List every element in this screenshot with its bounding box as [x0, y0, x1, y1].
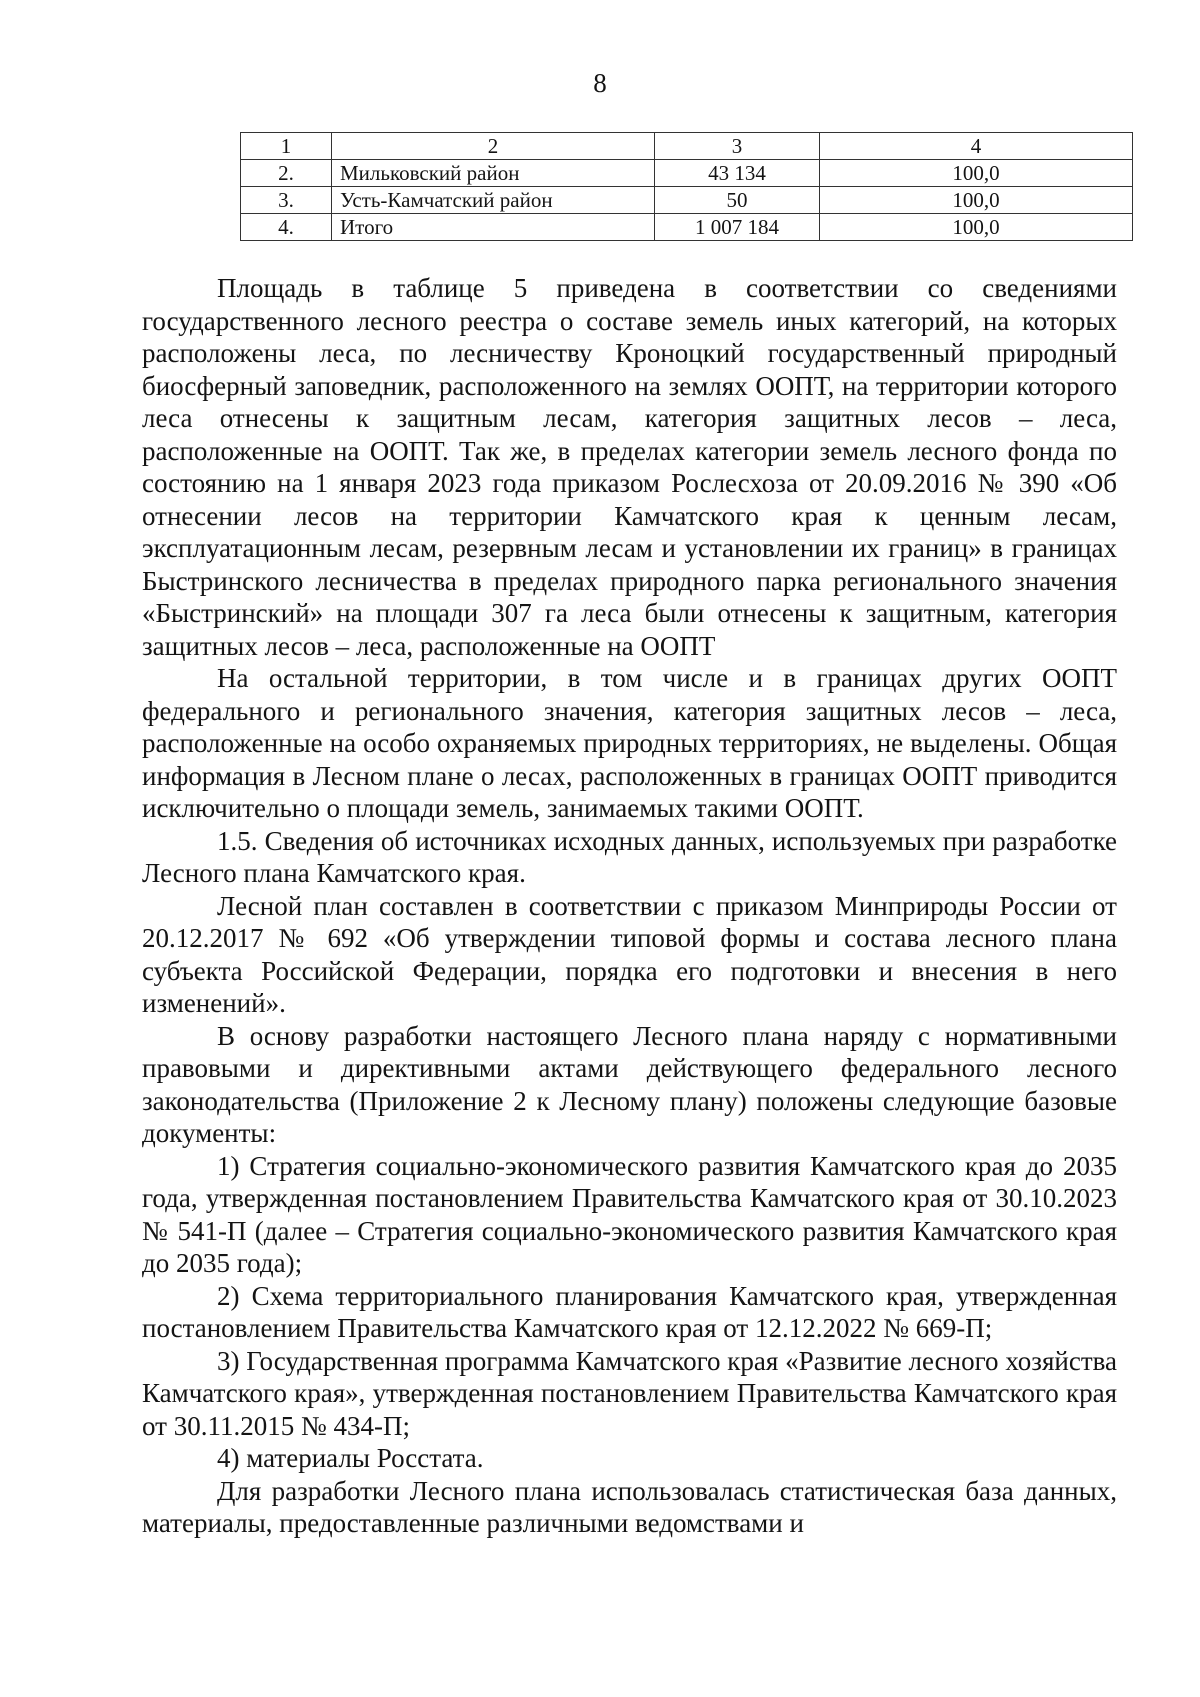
paragraph: Лесной план составлен в соответствии с приказом Минприроды России от 20.12.2017 № 692 «Об утверждении типовой формы и состава лесного плана субъекта Российской Федерации, порядка его подготовки и внесения в него изменений».	[142, 890, 1117, 1018]
page-number: 8	[593, 68, 607, 98]
table-cell: 43 134	[655, 160, 820, 187]
data-table	[240, 132, 1133, 241]
paragraph: Для разработки Лесного плана использовалась статистическая база данных, материалы, предоставленные различными ведомствами и	[142, 1475, 1117, 1538]
table-cell: 50	[655, 187, 820, 214]
paragraph: В основу разработки настоящего Лесного плана наряду с нормативными правовыми и директивными актами действующего федерального лесного законодательства (Приложение 2 к Лесному плану) положены следующие базовые документы:	[142, 1020, 1117, 1148]
section-heading: 1.5. Сведения об источниках исходных данных, используемых при разработке Лесного плана Камчатского края.	[142, 825, 1117, 888]
paragraph: Площадь в таблице 5 приведена в соответствии со сведениями государственного лесного реестра о составе земель иных категорий, на которых расположены леса, по лесничеству Кроноцкий государственный природный биосферный заповедник, расположенного на землях ООПТ, на территории которого леса отнесены к защитным лесам, категория защитных лесов – леса, расположенные на ООПТ. Так же, в пределах категории земель лесного фонда по состоянию на 1 января 2023 года приказом Рослесхоза от 20.09.2016 № 390 «Об отнесении лесов на территории Камчатского края к ценным лесам, эксплуатационным лесам, резервным лесам и установлении их границ» в границах Быстринского лесничества в пределах природного парка регионального значения «Быстринский» на площади 307 га леса были отнесены к защитным, категория защитных лесов – леса, расположенные на ООПТ	[142, 273, 1117, 661]
table-header-cell: 2	[332, 133, 655, 160]
list-item: 4) материалы Росстата.	[217, 1443, 484, 1473]
table-cell: 2.	[241, 160, 332, 187]
table-cell: Итого	[332, 214, 655, 241]
list-item: 2) Схема территориального планирования Камчатского края, утвержденная постановлением Правительства Камчатского края от 12.12.2022 № 669-П;	[142, 1280, 1117, 1343]
table-row	[241, 160, 1133, 187]
table-cell: 1 007 184	[655, 214, 820, 241]
list-item: 1) Стратегия социально-экономического развития Камчатского края до 2035 года, утвержденная постановлением Правительства Камчатского края от 30.10.2023 № 541-П (далее – Стратегия социально-экономического развития Камчатского края до 2035 года);	[142, 1150, 1117, 1278]
table-cell: Усть-Камчатский район	[332, 187, 655, 214]
table-cell: Мильковский район	[332, 160, 655, 187]
table-cell: 3.	[241, 187, 332, 214]
list-item: 3) Государственная программа Камчатского края «Развитие лесного хозяйства Камчатского края», утвержденная постановлением Правительства Камчатского края от 30.11.2015 № 434-П;	[142, 1345, 1117, 1441]
table-header-cell: 1	[241, 133, 332, 160]
table-row	[241, 187, 1133, 214]
table-header-cell: 3	[655, 133, 820, 160]
document-body	[142, 272, 1117, 1540]
table-cell: 100,0	[820, 187, 1133, 214]
table-cell: 100,0	[820, 160, 1133, 187]
table-header-cell: 4	[820, 133, 1133, 160]
paragraph: На остальной территории, в том числе и в границах других ООПТ федерального и регионального значения, категория защитных лесов – леса, расположенные на особо охраняемых природных территориях, не выделены. Общая информация в Лесном плане о лесах, расположенных в границах ООПТ приводится исключительно о площади земель, занимаемых такими ООПТ.	[142, 663, 1117, 823]
table-row	[241, 214, 1133, 241]
table-cell: 100,0	[820, 214, 1133, 241]
table-header-row	[241, 133, 1133, 160]
table-cell: 4.	[241, 214, 332, 241]
